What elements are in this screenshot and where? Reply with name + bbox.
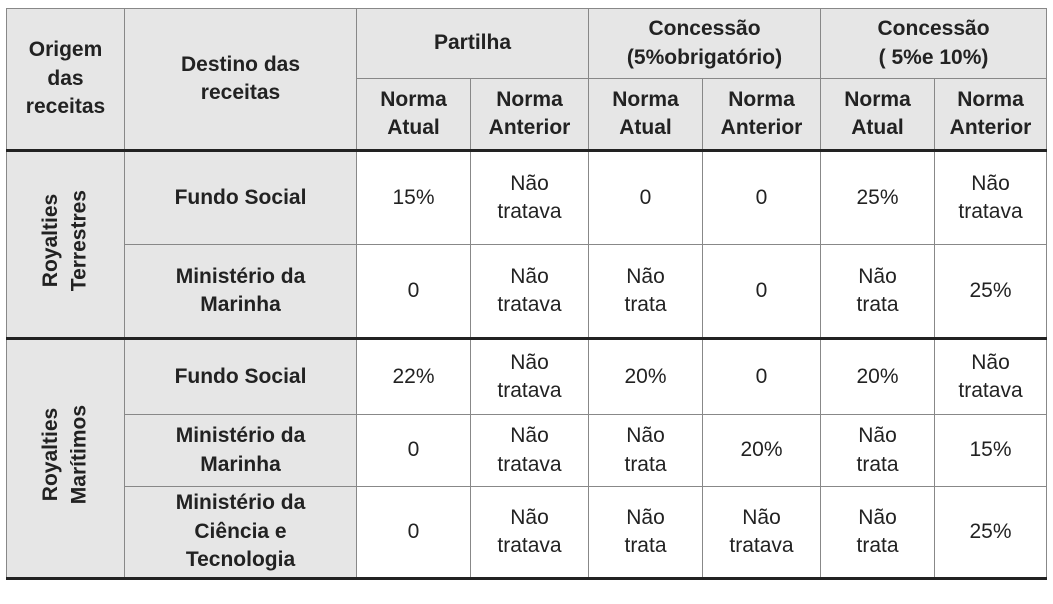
group-label: Royalties Marítimos <box>39 404 91 504</box>
value-cell: 0 <box>703 151 821 245</box>
value-cell: 20% <box>821 339 935 415</box>
value-cell: 0 <box>589 151 703 245</box>
destino-cell: Fundo Social <box>125 151 357 245</box>
value-cell: 25% <box>935 487 1047 579</box>
value-cell: Não trata <box>821 487 935 579</box>
header-concessao-5-text: Concessão (5%obrigatório) <box>626 17 783 69</box>
destino-cell: Ministério da Marinha <box>125 415 357 487</box>
group-label-cell <box>7 151 125 339</box>
value-cell: 25% <box>821 151 935 245</box>
value-cell: 0 <box>703 339 821 415</box>
header-partilha: Partilha <box>357 9 589 79</box>
header-destino-text: Destino das receitas <box>180 52 301 104</box>
value-cell: Não tratava <box>471 339 589 415</box>
subheader-norma-atual: Norma Atual <box>821 79 935 151</box>
value-cell: 25% <box>935 245 1047 339</box>
value-cell: Não tratava <box>703 487 821 579</box>
subheader-norma-anterior: Norma Anterior <box>471 79 589 151</box>
destino-cell: Ministério da Marinha <box>125 245 357 339</box>
subheader-norma-anterior: Norma Anterior <box>703 79 821 151</box>
value-cell: 20% <box>589 339 703 415</box>
value-cell: Não trata <box>589 487 703 579</box>
value-cell: Não trata <box>589 245 703 339</box>
value-cell: 20% <box>703 415 821 487</box>
value-cell: Não trata <box>821 245 935 339</box>
header-origem-text: Origem das receitas <box>25 38 106 119</box>
table-row <box>7 339 1047 415</box>
table-row <box>7 487 1047 579</box>
header-concessao-5-10 <box>821 9 1047 79</box>
value-cell: Não tratava <box>935 339 1047 415</box>
value-cell: Não tratava <box>471 151 589 245</box>
subheader-norma-atual: Norma Atual <box>357 79 471 151</box>
value-cell: Não trata <box>589 415 703 487</box>
header-destino <box>125 9 357 151</box>
header-origem <box>7 9 125 151</box>
value-cell: 15% <box>357 151 471 245</box>
table-body <box>7 151 1047 579</box>
value-cell: 0 <box>703 245 821 339</box>
value-cell: 0 <box>357 415 471 487</box>
group-label-cell <box>7 339 125 579</box>
value-cell: 22% <box>357 339 471 415</box>
subheader-norma-atual: Norma Atual <box>589 79 703 151</box>
destino-cell: Ministério da Ciência e Tecnologia <box>125 487 357 579</box>
value-cell: Não tratava <box>935 151 1047 245</box>
table-row <box>7 415 1047 487</box>
header-concessao-5-10-text: Concessão ( 5%e 10%) <box>877 17 990 69</box>
subheader-norma-anterior: Norma Anterior <box>935 79 1047 151</box>
value-cell: Não trata <box>821 415 935 487</box>
value-cell: 0 <box>357 245 471 339</box>
table-row <box>7 245 1047 339</box>
value-cell: Não tratava <box>471 415 589 487</box>
value-cell: Não tratava <box>471 245 589 339</box>
destino-cell: Fundo Social <box>125 339 357 415</box>
header-concessao-5 <box>589 9 821 79</box>
value-cell: Não tratava <box>471 487 589 579</box>
table-row <box>7 151 1047 245</box>
revenue-table <box>6 8 1047 580</box>
value-cell: 0 <box>357 487 471 579</box>
value-cell: 15% <box>935 415 1047 487</box>
group-label: Royalties Terrestres <box>39 189 91 291</box>
